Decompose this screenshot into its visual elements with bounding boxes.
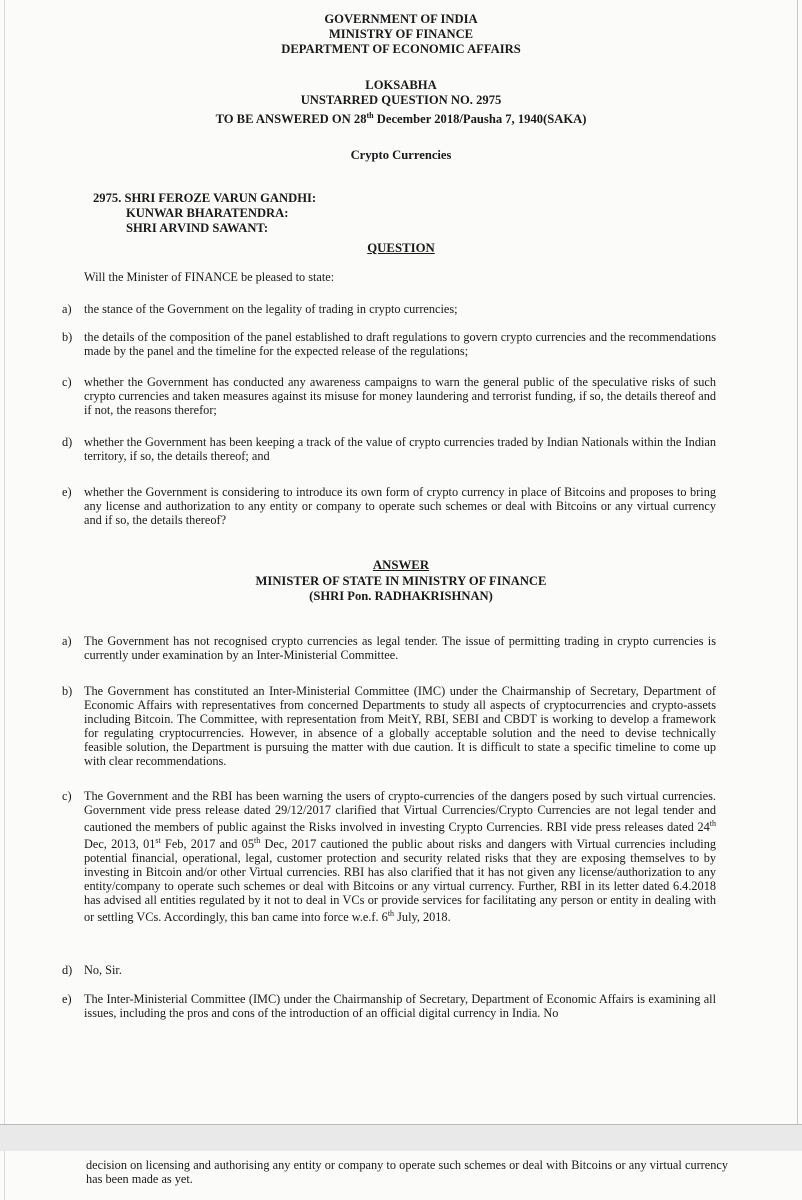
question-intro: Will the Minister of FINANCE be pleased to state: — [84, 270, 335, 284]
text-part: The Government and the RBI has been warning the users of crypto-currencies of the dangers posed by such virtual currencies. Government vide press release dated 29/12/2017 clarified that Virtual Currencies/Crypto Currencies are not legal tender and cautioned the members of public against the Risks involved in investing Crypto Currencies. RBI vide press releases dated 24 — [84, 789, 716, 835]
header-government: GOVERNMENT OF INDIA — [324, 12, 478, 26]
header-answer-date — [0, 108, 802, 127]
subject-title: Crypto Currencies — [350, 148, 452, 162]
document-page-2 — [0, 1151, 802, 1200]
question-item-a — [62, 302, 716, 316]
answer-heading — [0, 558, 802, 573]
answer-date-prefix: TO BE ANSWERED ON 28 — [215, 112, 367, 127]
item-label: e) — [62, 485, 72, 499]
text-sup: st — [155, 836, 161, 846]
header-question-no: UNSTARRED QUESTION NO. 2975 — [300, 93, 502, 107]
item-text: The Government has not recognised crypto currencies as legal tender. The issue of permitting trading in crypto currencies is currently under examination by an Inter-Ministerial Committee. — [84, 634, 716, 662]
item-label: c) — [62, 375, 72, 389]
item-label: b) — [62, 330, 73, 344]
text-sup: th — [253, 836, 261, 846]
item-text: the details of the composition of the panel established to draft regulations to govern crypto currencies and the recommendations made by the panel and the timeline for the expected release of the regulations; — [84, 330, 716, 358]
answer-minister-name: (SHRI Pon. RADHAKRISHNAN) — [309, 589, 493, 603]
item-text — [84, 789, 716, 924]
answer-item-c — [62, 789, 716, 924]
item-label: e) — [62, 992, 72, 1006]
member-3: SHRI ARVIND SAWANT: — [126, 221, 269, 235]
answer-continuation: decision on licensing and authorising any entity or company to operate such schemes or deal with Bitcoins or any virtual currency has been made as yet. — [86, 1158, 728, 1186]
answer-item-a — [62, 634, 716, 662]
text-part: Dec, 2017 cautioned the public about risks and dangers with Virtual currencies including potential financial, operational, legal, customer protection and security related risks that they are exposing themselves to by investing in Bitcoin and/or other Virtual currencies. RBI has also clarified that it has not given any license/authorization to any entity/company to operate such schemes or deal with Bitcoins or any virtual currency. Further, RBI in its letter dated 6.4.2018 has advised all entities regulated by it not to deal in VCs or provide services for facilitating any person or entity in dealing with or settling VCs. Accordingly, this ban came into force w.e.f. 6 — [84, 837, 717, 925]
question-heading-text: QUESTION — [367, 241, 435, 255]
item-label: d) — [62, 963, 73, 977]
item-text: No, Sir. — [84, 963, 122, 977]
item-label: a) — [62, 634, 72, 648]
answer-item-e — [62, 992, 716, 1020]
item-text: whether the Government has conducted any awareness campaigns to warn the general public of the speculative risks of such crypto currencies and taken measures against its misuse for money laundering and terrorist funding, if so, the details thereof and if not, the reasons therefor; — [84, 375, 716, 417]
header-house: LOKSABHA — [365, 78, 437, 92]
members-block — [93, 191, 316, 236]
member-2: KUNWAR BHARATENDRA: — [126, 206, 289, 220]
question-item-c — [62, 375, 716, 417]
page-border-left — [4, 1151, 5, 1200]
answer-minister: MINISTER OF STATE IN MINISTRY OF FINANCE — [255, 574, 547, 588]
item-label: d) — [62, 435, 73, 449]
text-part: Dec, 2013, 01 — [84, 837, 156, 852]
item-label: a) — [62, 302, 72, 316]
text-part: Feb, 2017 and 05 — [160, 837, 254, 852]
text-sup: th — [709, 819, 716, 828]
question-item-b — [62, 330, 716, 358]
item-label: b) — [62, 684, 73, 698]
item-label: c) — [62, 789, 72, 803]
question-item-d — [62, 435, 716, 463]
item-text: The Inter-Ministerial Committee (IMC) under the Chairmanship of Secretary, Department of Economic Affairs is examining all issues, including the pros and cons of the introduction of an official digital currency in India. No — [84, 992, 716, 1020]
text-sup: th — [387, 909, 395, 919]
question-item-e — [62, 485, 716, 527]
answer-date-sup: th — [366, 111, 374, 120]
answer-item-b — [62, 684, 716, 768]
header-department: DEPARTMENT OF ECONOMIC AFFAIRS — [281, 42, 521, 56]
item-text: The Government has constituted an Inter-Ministerial Committee (IMC) under the Chairmanship of Secretary, Department of Economic Affairs with representatives from concerned Departments to study all aspects of cryptocurrencies and crypto-assets including Bitcoin. The Committee, with representation from MeitY, RBI, SEBI and CBDT is working to develop a framework for regulating cryptocurrencies. However, in absence of a globally acceptable solution and the need to devise technically feasible solution, the Department is pursuing the matter with due caution. It is difficult to state a specific timeline to come up with clear recommendations. — [84, 684, 716, 768]
header-ministry: MINISTRY OF FINANCE — [328, 27, 474, 41]
question-heading — [0, 241, 802, 256]
member-1: 2975. SHRI FEROZE VARUN GANDHI: — [93, 191, 317, 205]
text-part: July, 2018. — [394, 910, 451, 925]
answer-date-suffix: December 2018/Pausha 7, 1940(SAKA) — [373, 112, 587, 127]
item-text: the stance of the Government on the legality of trading in crypto currencies; — [84, 302, 458, 316]
page-break — [0, 1124, 802, 1152]
answer-heading-text: ANSWER — [372, 558, 430, 572]
item-text: whether the Government has been keeping a track of the value of crypto currencies traded by Indian Nationals within the Indian territory, if so, the details thereof; and — [84, 435, 716, 463]
item-text: whether the Government is considering to introduce its own form of crypto currency in place of Bitcoins and proposes to bring any license and authorization to any entity or company to operate such schemes or deal with Bitcoins or any virtual currency and if so, the details thereof? — [84, 485, 716, 527]
answer-item-d — [62, 963, 716, 977]
